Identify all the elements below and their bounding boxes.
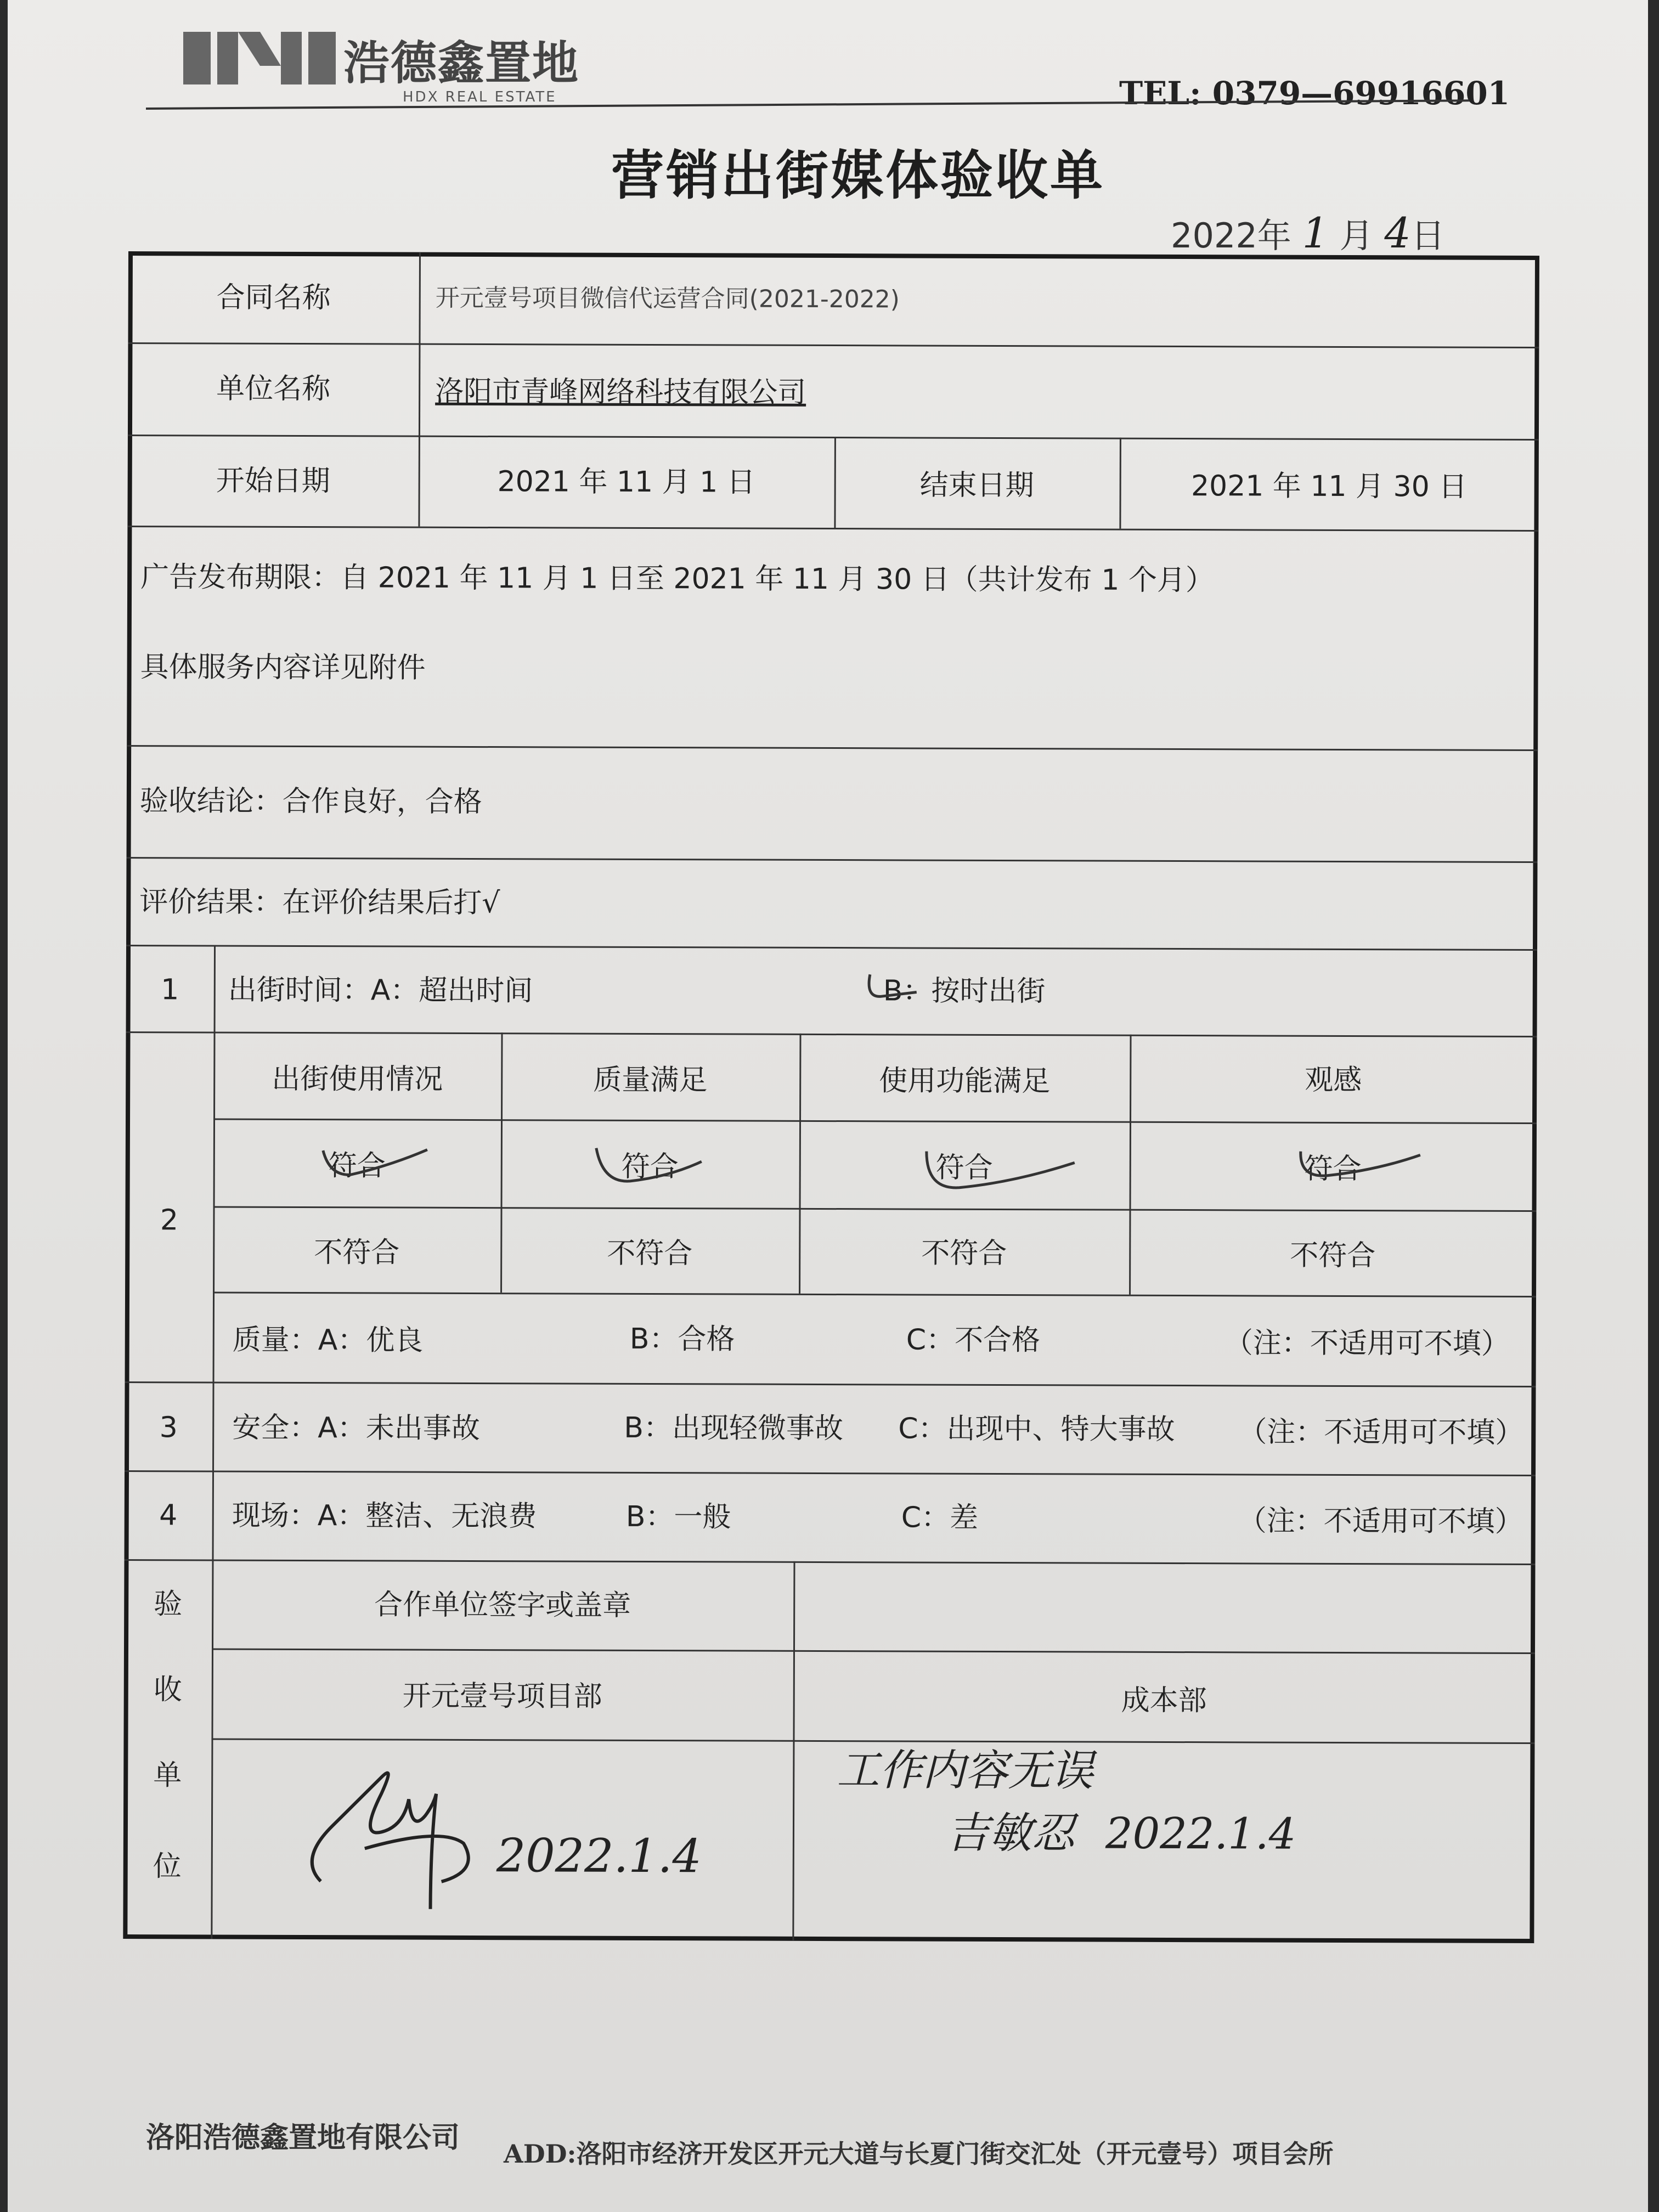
quality-header: 质量满足 xyxy=(593,1063,708,1097)
quality-ok: 符合 xyxy=(621,1150,679,1184)
usage-header: 出街使用情况 xyxy=(272,1062,443,1096)
start-date-label: 开始日期 xyxy=(216,464,330,498)
service-detail-note: 具体服务内容详见附件 xyxy=(140,651,426,685)
usage-not-ok: 不符合 xyxy=(314,1236,400,1269)
date-day: 4 xyxy=(1384,208,1411,257)
site-option-a: 现场：A：整洁、无浪费 xyxy=(232,1499,537,1533)
checkmark-icon xyxy=(592,1145,707,1195)
quality-option-b: B：合格 xyxy=(629,1322,735,1356)
function-not-ok: 不符合 xyxy=(921,1237,1007,1271)
checkmark-icon xyxy=(318,1144,433,1194)
sign-side-char-4: 位 xyxy=(153,1850,182,1883)
checkmark-icon xyxy=(1294,1146,1426,1196)
page-title: 营销出街媒体验收单 xyxy=(611,145,1105,206)
date-month: 1 xyxy=(1302,208,1329,257)
contract-value: 开元壹号项目微信代运营合同(2021-2022) xyxy=(435,284,900,314)
sign-side-char-1: 验 xyxy=(154,1588,183,1621)
start-date-value: 2021 年 11 月 1 日 xyxy=(497,465,755,499)
cost-dept-signer: 吉敏忍 xyxy=(946,1808,1075,1859)
project-department-label: 开元壹号项目部 xyxy=(402,1679,602,1713)
document-date xyxy=(1171,208,1445,257)
date-month-label: 月 xyxy=(1339,216,1374,256)
row3-number: 3 xyxy=(159,1411,178,1444)
site-option-b: B：一般 xyxy=(625,1500,731,1534)
row2-number: 2 xyxy=(160,1204,179,1237)
footer-address: ADD:洛阳市经济开发区开元大道与长夏门街交汇处（开元壹号）项目会所 xyxy=(504,2139,1334,2169)
quality-option-a: 质量：A：优良 xyxy=(232,1323,424,1357)
unit-value: 洛阳市青峰网络科技有限公司 xyxy=(435,375,806,409)
appearance-header: 观感 xyxy=(1305,1063,1362,1097)
acceptance-conclusion: 验收结论：合作良好，合格 xyxy=(139,785,482,819)
telephone: TEL: 0379—69916601 xyxy=(1119,75,1510,112)
partner-sign-label: 合作单位签字或盖章 xyxy=(374,1588,631,1622)
left-sign-date: 2022.1.4 xyxy=(496,1829,702,1883)
appearance-not-ok: 不符合 xyxy=(1290,1239,1376,1273)
row4-number: 4 xyxy=(159,1499,178,1532)
function-ok: 符合 xyxy=(935,1151,993,1184)
row1-option-b: B：按时出街 xyxy=(883,974,1046,1008)
function-header: 使用功能满足 xyxy=(879,1064,1051,1098)
company-name-cn: 浩德鑫置地 xyxy=(343,36,580,90)
site-note: （注：不适用可不填） xyxy=(1238,1504,1523,1538)
acceptance-form xyxy=(123,251,1539,1943)
checkmark-icon xyxy=(921,1146,1080,1207)
date-day-label: 日 xyxy=(1410,216,1445,256)
safety-option-c: C：出现中、特大事故 xyxy=(898,1412,1175,1447)
safety-option-b: B：出现轻微事故 xyxy=(624,1411,844,1446)
signature-image xyxy=(298,1744,507,1926)
company-name-en: HDX REAL ESTATE xyxy=(403,89,557,105)
contract-label: 合同名称 xyxy=(216,281,331,315)
row1-option-a: 出街时间：A：超出时间 xyxy=(228,973,533,1008)
cost-department-label: 成本部 xyxy=(1121,1684,1207,1718)
quality-option-c: C：不合格 xyxy=(906,1323,1041,1357)
document-page xyxy=(8,0,1648,2212)
checkmark-icon xyxy=(865,970,925,1014)
safety-note: （注：不适用可不填） xyxy=(1238,1415,1524,1450)
usage-ok: 符合 xyxy=(328,1149,386,1183)
date-year: 2022 xyxy=(1171,216,1257,256)
quality-not-ok: 不符合 xyxy=(607,1237,693,1271)
end-date-value: 2021 年 11 月 30 日 xyxy=(1190,470,1468,504)
date-year-label: 年 xyxy=(1257,216,1291,256)
sign-side-char-3: 单 xyxy=(153,1759,182,1792)
evaluation-instruction: 评价结果：在评价结果后打√ xyxy=(139,885,500,920)
quality-note: （注：不适用可不填） xyxy=(1224,1327,1510,1361)
cost-dept-date: 2022.1.4 xyxy=(1105,1809,1296,1859)
footer-company: 洛阳浩德鑫置地有限公司 xyxy=(146,2121,460,2154)
unit-label: 单位名称 xyxy=(216,372,331,406)
end-date-label: 结束日期 xyxy=(919,469,1034,503)
appearance-ok: 符合 xyxy=(1304,1152,1362,1186)
row1-number: 1 xyxy=(161,973,179,1007)
sign-side-char-2: 收 xyxy=(153,1673,182,1707)
safety-option-a: 安全：A：未出事故 xyxy=(232,1411,480,1446)
company-logo-icon xyxy=(183,22,337,93)
cost-dept-note: 工作内容无误 xyxy=(837,1746,1094,1796)
site-option-c: C：差 xyxy=(901,1501,979,1534)
publish-period: 广告发布期限：自 2021 年 11 月 1 日至 2021 年 11 月 30 日（共计发布 1 个月） xyxy=(140,561,1214,597)
